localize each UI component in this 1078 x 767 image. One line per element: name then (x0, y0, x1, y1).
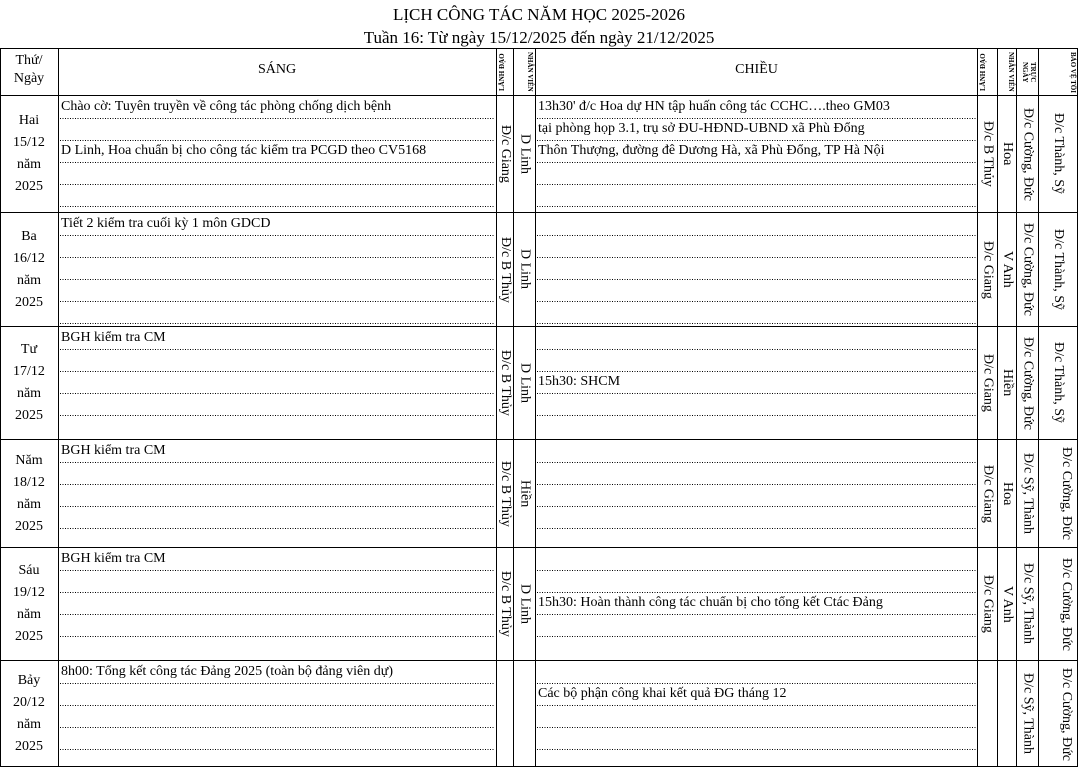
morning-leader: Đ/c B Thủy (498, 350, 513, 416)
column-header-morning-staff: NHÂN VIÊN (526, 52, 534, 92)
afternoon-task: tại phòng họp 3.1, trụ sở ĐU-HĐND-UBND xã Phù Đổng (538, 121, 865, 136)
morning-staff: D Linh (517, 583, 533, 625)
morning-task: 8h00: Tổng kết công tác Đảng 2025 (toàn bộ đảng viên dự) (61, 664, 393, 679)
column-header-morning-leader: LÃNH ĐẠO (498, 53, 506, 91)
night-guard: Đ/c Thành, Sỹ (1051, 228, 1066, 310)
day-name: Bảy (17, 673, 41, 688)
day-label-year: năm (16, 607, 42, 622)
morning-leader: Đ/c B Thủy (498, 460, 513, 527)
column-header-duty: TRỰC NGÀY (1021, 61, 1037, 83)
night-guard: Đ/c Thành, Sỹ (1051, 113, 1066, 195)
afternoon-leader: Đ/c Giang (980, 240, 996, 299)
day-date: 19/12 (13, 585, 45, 600)
morning-task: D Linh, Hoa chuẩn bị cho công tác kiểm tra PCGD theo CV5168 (61, 143, 427, 158)
duty-staff: Đ/c Sỹ, Thành (1020, 563, 1036, 645)
afternoon-staff: V Anh (1000, 585, 1015, 623)
day-name: Sáu (18, 563, 40, 578)
night-guard: Đ/c Cường, Đức (1059, 447, 1074, 540)
afternoon-task: Thôn Thượng, đường đê Dương Hà, xã Phù Đổng, TP Hà Nội (538, 143, 885, 158)
duty-staff: Đ/c Sỹ, Thành (1020, 673, 1036, 755)
afternoon-staff: Hoa (1000, 481, 1015, 506)
column-header-afternoon-staff: NHÂN VIÊN (1007, 52, 1015, 92)
day-label (0, 339, 58, 427)
page-title: LỊCH CÔNG TÁC NĂM HỌC 2025-2026 (393, 5, 685, 24)
day-name: Năm (15, 452, 43, 468)
morning-leader: Đ/c B Thủy (498, 571, 513, 637)
day-date: 15/12 (13, 135, 45, 150)
morning-task: BGH kiểm tra CM (61, 551, 166, 566)
morning-staff: D Linh (517, 362, 533, 404)
day-year: 2025 (15, 294, 43, 310)
night-guard: Đ/c Cường, Đức (1059, 667, 1074, 761)
day-label (0, 110, 58, 198)
day-year: 2025 (15, 518, 43, 534)
day-year: 2025 (15, 179, 43, 194)
afternoon-leader: Đ/c Giang (980, 354, 996, 412)
afternoon-staff: V Anh (1000, 251, 1015, 288)
afternoon-leader: Đ/c B Thủy (980, 121, 996, 187)
day-year: 2025 (15, 408, 43, 423)
duty-staff: Đ/c Cường, Đức (1020, 107, 1036, 201)
morning-task: BGH kiểm tra CM (61, 443, 166, 458)
afternoon-leader: Đ/c Giang (980, 464, 996, 523)
duty-staff: Đ/c Sỹ, Thành (1020, 452, 1036, 534)
morning-leader: Đ/c B Thủy (498, 236, 513, 303)
day-label-year: năm (16, 157, 42, 172)
afternoon-leader: Đ/c Giang (980, 575, 996, 633)
afternoon-task: 13h30' đ/c Hoa dự HN tập huấn công tác CCHC….theo GM03 (538, 99, 890, 114)
column-header-afternoon-leader: LÃNH ĐẠO (979, 53, 987, 91)
afternoon-task: 15h30: SHCM (538, 374, 621, 389)
day-year: 2025 (15, 629, 43, 644)
morning-task: Tiết 2 kiểm tra cuối kỳ 1 môn GDCD (61, 216, 271, 231)
morning-task: Chào cờ: Tuyên truyền về công tác phòng chống dịch bệnh (61, 99, 392, 114)
day-label-year: năm (16, 272, 42, 288)
morning-staff: D Linh (517, 249, 533, 290)
duty-staff: Đ/c Cường, Đức (1020, 336, 1036, 430)
day-label (0, 560, 58, 648)
day-label-year: năm (16, 386, 42, 401)
night-guard: Đ/c Cường, Đức (1059, 557, 1074, 651)
column-header-guard: BẢO VỆ TỐI (1069, 51, 1077, 93)
morning-staff: D Linh (517, 133, 533, 175)
day-year: 2025 (15, 739, 43, 754)
afternoon-task: 15h30: Hoàn thành công tác chuẩn bị cho tổng kết Ctác Đảng (538, 595, 883, 610)
day-label (0, 226, 58, 314)
day-label (0, 450, 58, 538)
afternoon-task: Các bộ phận công khai kết quả ĐG tháng 12 (538, 686, 787, 701)
day-date: 17/12 (13, 364, 45, 379)
night-guard: Đ/c Thành, Sỹ (1051, 342, 1066, 424)
day-date: 20/12 (13, 695, 45, 710)
day-date: 18/12 (13, 474, 45, 490)
day-label-year: năm (16, 717, 42, 732)
day-name: Ba (21, 228, 37, 244)
day-label (0, 670, 58, 758)
column-header-afternoon: CHIỀU (735, 62, 778, 77)
morning-staff: Hiền (517, 479, 533, 508)
morning-task: BGH kiểm tra CM (61, 330, 166, 345)
duty-staff: Đ/c Cường, Đức (1020, 223, 1036, 316)
day-name: Tư (20, 342, 38, 357)
day-date: 16/12 (13, 250, 45, 266)
column-header-day: Thứ/ Ngày (13, 53, 45, 86)
column-header-morning: SÁNG (257, 62, 297, 77)
day-name: Hai (18, 113, 40, 128)
afternoon-staff: Hiền (1000, 369, 1015, 397)
morning-leader: Đ/c Giang (498, 125, 513, 183)
page-subtitle: Tuần 16: Từ ngày 15/12/2025 đến ngày 21/12/2025 (363, 28, 715, 47)
day-label-year: năm (16, 496, 42, 512)
afternoon-staff: Hoa (1000, 142, 1015, 166)
